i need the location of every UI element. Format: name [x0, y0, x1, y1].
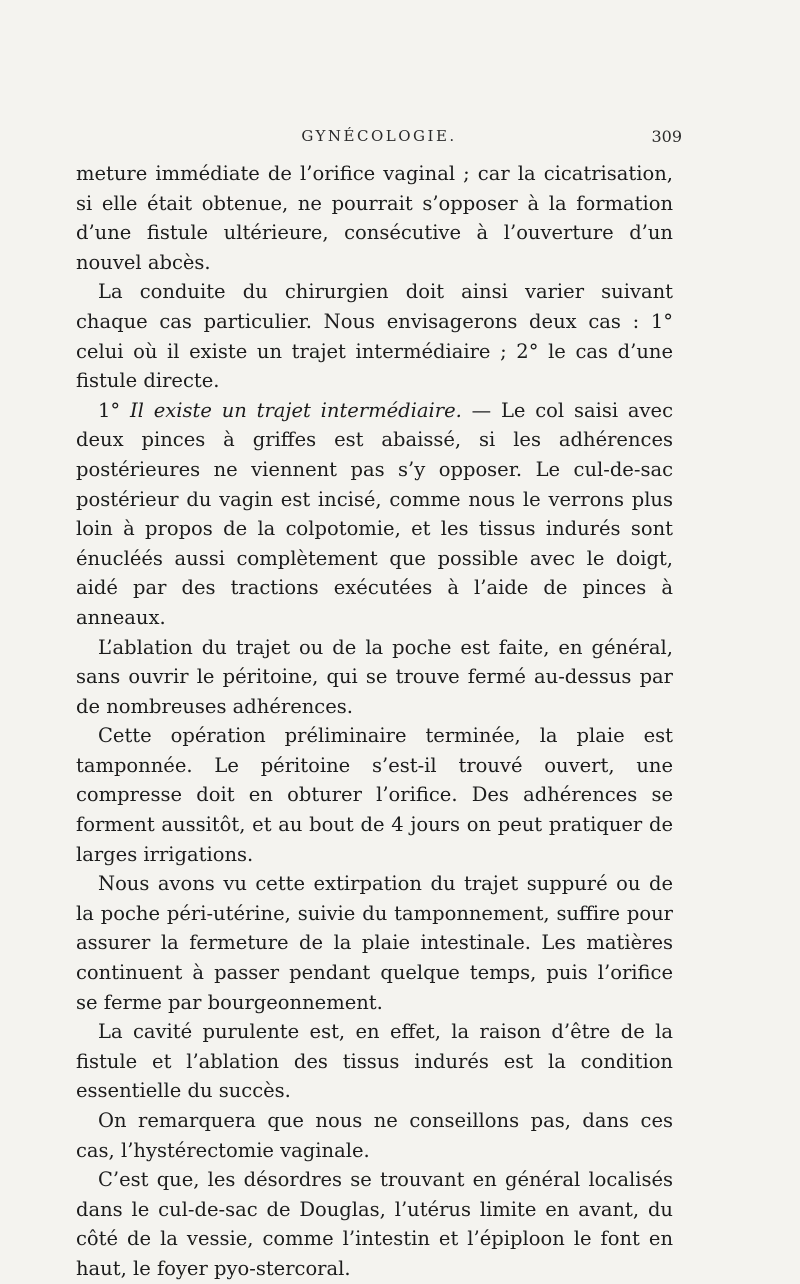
paragraph-section-heading	[76, 396, 673, 633]
paragraph-continuation: meture immédiate de l’orifice vaginal ; car la cicatrisation, si elle était obtenue, ne pourrait s’opposer à la formation d’une fistule ultérieure, consécutive à l’ouverture d’un nouvel abcès.	[76, 162, 673, 274]
section-text: — Le col saisi avec deux pinces à griffes est abaissé, si les adhérences postérieures ne viennent pas s’y opposer. Le cul-de-sac postérieur du vagin est incisé, comme nous le verrons plus loin à propos de la colpotomie, et les tissus indurés sont énucléés aussi complètement que possible avec le doigt, aidé par des tractions exécutées à l’aide de pinces à anneaux.	[76, 398, 673, 629]
paragraph: La cavité purulente est, en effet, la raison d’être de la fistule et l’ablation des tissus indurés est la condition essentielle du succès.	[76, 1020, 673, 1103]
paragraph: La conduite du chirurgien doit ainsi varier suivant chaque cas particulier. Nous envisagerons deux cas : 1° celui où il existe un trajet intermédiaire ; 2° le cas d’une fistule directe.	[76, 280, 673, 393]
section-number: 1°	[98, 398, 130, 422]
running-head	[76, 127, 682, 151]
paragraph: C’est que, les désordres se trouvant en général localisés dans le cul-de-sac de Douglas, l’utérus limite en avant, du côté de la vessie, comme l’intestin et l’épiploon le font en haut, le foyer pyo-stercoral.	[76, 1168, 673, 1280]
paragraph: Nous avons vu cette extirpation du trajet suppuré ou de la poche péri-utérine, suivie du tamponnement, suffire pour assurer la fermeture de la plaie intestinale. Les matières continuent à passer pendant quelque temps, puis l’orifice se ferme par bourgeonnement.	[76, 872, 673, 1014]
page-number: 309	[651, 127, 682, 146]
paragraph: On remarquera que nous ne conseillons pas, dans ces cas, l’hystérectomie vaginale.	[76, 1109, 673, 1162]
paragraph: Cette opération préliminaire terminée, la plaie est tamponnée. Le péritoine s’est-il trouvé ouvert, une compresse doit en obturer l’orifice. Des adhérences se forment aussitôt, et au bout de 4 jours on peut pratiquer de larges irrigations.	[76, 724, 673, 866]
section-heading: Il existe un trajet intermédiaire.	[129, 398, 462, 422]
running-title: GYNÉCOLOGIE.	[301, 127, 457, 145]
paragraph: L’ablation du trajet ou de la poche est faite, en général, sans ouvrir le péritoine, qui se trouve fermé au-dessus par de nombreuses adhérences.	[76, 635, 673, 718]
body-text	[76, 159, 673, 1284]
